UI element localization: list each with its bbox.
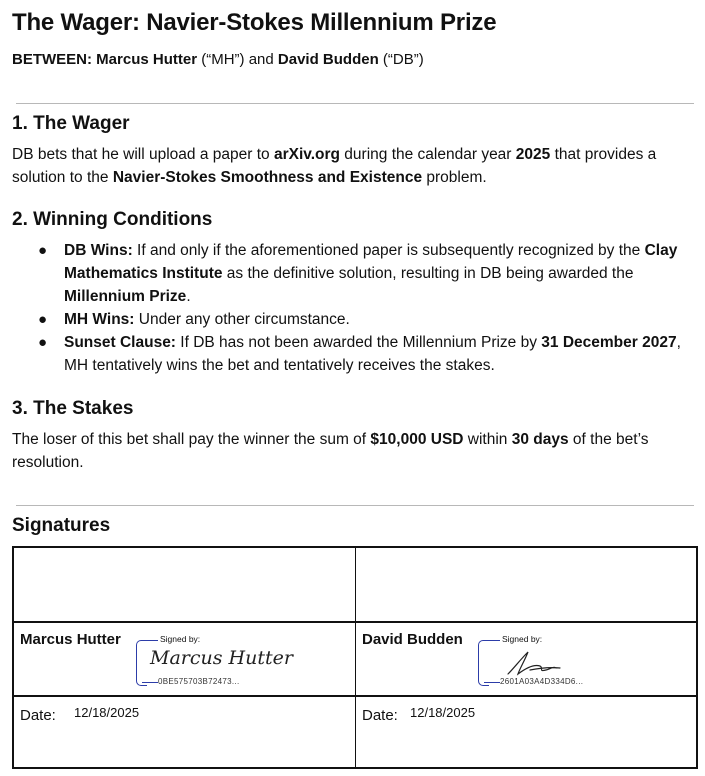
s3-bold-days: 30 days [511,431,569,448]
signature-bracket [478,640,489,686]
s1-text-3: that provides a solution to the [12,146,657,186]
signed-by-label: Signed by: [160,634,201,644]
signature-hash: 2601A03A4D334D6... [500,677,584,686]
s3-bold-amount: $10,000 USD [370,431,464,448]
divider-top [16,103,694,104]
section2-heading: 2. Winning Conditions [12,209,213,230]
winning-conditions-list [38,239,689,377]
list-item-db-wins [38,239,689,308]
divider-bottom [16,505,694,506]
signer-name-db: David Budden [362,631,463,648]
db-wins-label: DB Wins: [64,242,133,259]
signature-block-mh [136,634,293,686]
section1-text [12,143,697,189]
signature-table [12,546,698,769]
date-value-mh: 12/18/2025 [74,705,140,720]
signature-bracket-bottom [484,682,500,683]
mh-wins-text: Under any other circumstance. [134,311,350,328]
db-wins-text-3: . [186,288,191,305]
signature-image: Marcus Hutter [150,647,293,669]
mh-wins-label: MH Wins: [64,311,135,328]
db-wins-bold-prize: Millennium Prize [64,288,187,305]
s1-text-2: during the calendar year [340,146,516,163]
s3-text-1: The loser of this bet shall pay the winner the sum of [12,431,371,448]
between-label: BETWEEN: [12,51,92,68]
s3-text-2: within [463,431,512,448]
signature-block-db [478,634,598,684]
date-label-mh: Date: [20,707,56,724]
sunset-bold-date: 31 December 2027 [541,334,677,351]
party2-name: David Budden [277,51,379,68]
section3-heading: 3. The Stakes [12,398,134,419]
s1-text-1: DB bets that he will upload a paper to [12,146,274,163]
sunset-label: Sunset Clause: [64,334,176,351]
date-value-db: 12/18/2025 [410,705,476,720]
table-column-divider [355,548,356,767]
db-wins-text-2: as the definitive solution, resulting in DB being awarded the [222,265,634,282]
table-row-divider [14,621,696,623]
signature-bracket-top [484,640,500,641]
s3-text-3: of the bet’s resolution. [12,431,649,471]
section3-text [12,428,697,474]
s1-text-4: problem. [422,169,487,186]
db-wins-bold-clay: Clay Mathematics Institute [64,242,678,282]
s1-bold-problem: Navier-Stokes Smoothness and Existence [112,169,423,186]
list-item-sunset-clause [38,331,689,377]
signature-bracket [136,640,147,686]
party1-name: Marcus Hutter [96,51,198,68]
signer-name-mh: Marcus Hutter [20,631,121,648]
sunset-text-1: If DB has not been awarded the Millennium Prize by [175,334,542,351]
list-item-mh-wins [38,308,689,331]
bullet-icon: ● [38,334,48,351]
bullet-icon: ● [38,242,48,259]
section1-heading: 1. The Wager [12,113,130,134]
signature-image [500,644,570,678]
party2-abbr: (“DB”) [382,51,424,68]
s1-bold-year: 2025 [515,146,551,163]
table-row-divider [14,695,696,697]
party1-abbr: (“MH”) [201,51,245,68]
signed-by-label: Signed by: [502,634,543,644]
signature-hash: 0BE575703B72473... [158,677,240,686]
db-wins-text-1: If and only if the aforementioned paper is subsequently recognized by the [132,242,645,259]
date-label-db: Date: [362,707,398,724]
document-title: The Wager: Navier-Stokes Millennium Prize [12,9,497,36]
signature-bracket-bottom [142,682,158,683]
bullet-icon: ● [38,311,48,328]
s1-bold-arxiv: arXiv.org [273,146,340,163]
signature-bracket-top [142,640,158,641]
sunset-text-2: , MH tentatively wins the bet and tentatively receives the stakes. [64,334,681,374]
parties-line [12,51,424,68]
and-word: and [248,51,274,68]
signatures-heading: Signatures [12,515,111,536]
